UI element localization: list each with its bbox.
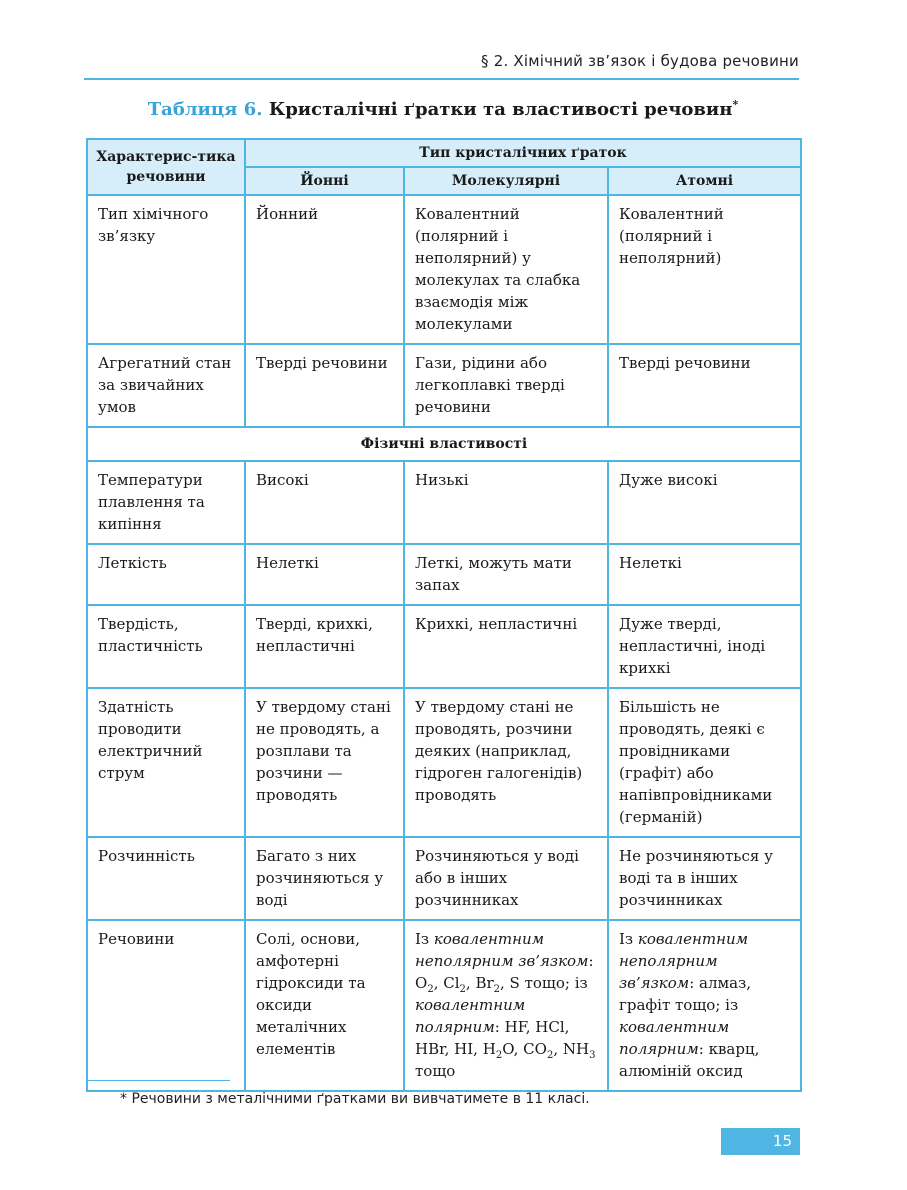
cell-ionic: Високі <box>245 461 404 544</box>
cell-atomic: Ковалентний (полярний і неполярний) <box>608 195 801 344</box>
row-label: Температури плавлення та кипіння <box>87 461 245 544</box>
header-molecular: Молекулярні <box>404 167 608 195</box>
cell-atomic: Дуже високі <box>608 461 801 544</box>
table-header-row <box>87 139 801 167</box>
table-row <box>87 461 801 544</box>
cell-atomic: Не розчиняються у воді та в інших розчинниках <box>608 837 801 920</box>
cell-molecular: Ковалентний (полярний і неполярний) у молекулах та слабка взаємодія між молекулами <box>404 195 608 344</box>
row-label: Агрегатний стан за звичайних умов <box>87 344 245 427</box>
cell-ionic: Солі, основи, амфотерні гідроксиди та оксиди металічних елементів <box>245 920 404 1091</box>
table-row <box>87 920 801 1091</box>
cell-atomic: Дуже тверді, непластичні, іноді крихкі <box>608 605 801 688</box>
cell-atomic: Із ковалентним неполярним зв’язком: алмаз, графіт тощо; із ковалентним полярним: кварц, алюміній оксид <box>608 920 801 1091</box>
cell-atomic: Тверді речовини <box>608 344 801 427</box>
header-lattice-type: Тип кристалічних ґраток <box>245 139 801 167</box>
row-label: Тип хімічного зв’язку <box>87 195 245 344</box>
header-characteristic: Характерис-тика речовини <box>87 139 245 195</box>
table-row <box>87 837 801 920</box>
row-label: Речовини <box>87 920 245 1091</box>
table-row <box>87 544 801 605</box>
footnote-rule <box>86 1080 230 1081</box>
table-title-text: Кристалічні ґратки та властивості речовин <box>268 99 733 120</box>
cell-molecular: Розчиняються у воді або в інших розчинниках <box>404 837 608 920</box>
row-label: Твердість, пластичність <box>87 605 245 688</box>
cell-molecular: Леткі, можуть мати запах <box>404 544 608 605</box>
cell-molecular: Низькі <box>404 461 608 544</box>
header-rule <box>84 78 799 80</box>
header-atomic: Атомні <box>608 167 801 195</box>
cell-molecular: Крихкі, непластичні <box>404 605 608 688</box>
cell-ionic: Нелеткі <box>245 544 404 605</box>
cell-ionic: Багато з них розчиняються у воді <box>245 837 404 920</box>
table-row <box>87 688 801 837</box>
table-row <box>87 195 801 344</box>
row-label: Здатність проводити електричний струм <box>87 688 245 837</box>
cell-molecular: Гази, рідини або легкоплавкі тверді речовини <box>404 344 608 427</box>
table-title <box>86 98 800 120</box>
cell-ionic: Тверді, крихкі, непластичні <box>245 605 404 688</box>
header-ionic: Йонні <box>245 167 404 195</box>
running-head: § 2. Хімічний зв’язок і будова речовини <box>481 52 799 70</box>
cell-molecular: Із ковалентним неполярним зв’язком: $O_2$, $Cl_2$, $Br_2$, S тощо; із ковалентним полярним: HF, HCl, HBr, HI, $H_2O$, $CO_2$, $NH_3$ тощо <box>404 920 608 1091</box>
table-row <box>87 605 801 688</box>
row-label: Леткість <box>87 544 245 605</box>
table-row <box>87 344 801 427</box>
row-label: Розчинність <box>87 837 245 920</box>
footnote-mark: * <box>732 98 739 111</box>
footnote: * Речовини з металічними ґратками ви вивчатимете в 11 класі. <box>120 1091 590 1107</box>
table-number: Таблиця 6. <box>147 99 263 120</box>
page-number: 15 <box>721 1128 800 1155</box>
section-physical-properties: Фізичні властивості <box>87 427 801 461</box>
section-row <box>87 427 801 461</box>
cell-molecular: У твердому стані не проводять, розчини деяких (наприклад, гідроген галогенідів) проводять <box>404 688 608 837</box>
lattice-properties-table <box>86 138 802 1092</box>
cell-ionic: Тверді речовини <box>245 344 404 427</box>
cell-atomic: Нелеткі <box>608 544 801 605</box>
cell-ionic: У твердому стані не проводять, а розплави та розчини — проводять <box>245 688 404 837</box>
cell-ionic: Йонний <box>245 195 404 344</box>
cell-atomic: Більшість не проводять, деякі є провідниками (графіт) або напівпровідниками (германій) <box>608 688 801 837</box>
